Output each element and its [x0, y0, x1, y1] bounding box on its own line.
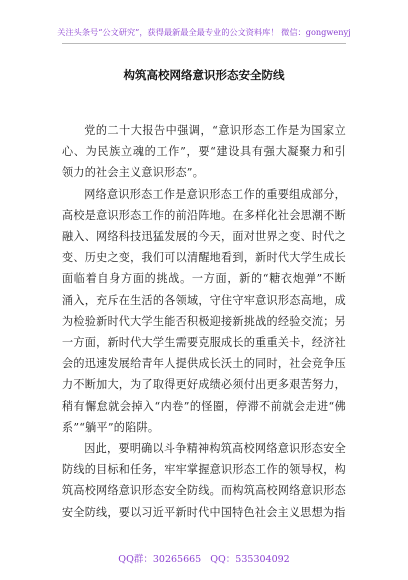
paragraph-3: 因此，要明确以斗争精神构筑高校网络意识形态安全防线的目标和任务，牢牢掌握意识形态工作的领导权，构筑高校网络意识形态安全防线。而构筑高校网络意识形态安全防线，要以习近平新时代中国特色社会主义思想为指	[62, 442, 346, 519]
paragraph-2: 网络意识形态工作是意识形态工作的重要组成部分，高校是意识形态工作的前沿阵地。在多样化社会思潮不断融入、网络科技迅猛发展的今天，面对世界之变、时代之变、历史之变，我们可以清醒地看到，新时代大学生成长面临着自身方面的挑战。一方面，新的“糖衣炮弹”不断涌入，充斥在生活的各领域，守住守牢意识形态高地，成为检验新时代大学生能否积极迎接新挑战的经验交流；另一方面，新时代大学生需要克服成长的重重关卡，经济社会的迅速发展给青年人提供成长沃土的同时，社会竞争压力不断加大，为了取得更好成绩必须付出更多艰苦努力，稍有懈怠就会掉入“内卷”的怪圈，停滞不前就会走进“佛系”“躺平”的陷阱。	[62, 187, 346, 434]
document-body	[62, 120, 346, 523]
paragraph-1: 党的二十大报告中强调，“意识形态工作是为国家立心、为民族立魂的工作”，要“建设具有强大凝聚力和引领力的社会主义意识形态”。	[62, 124, 346, 180]
footer-contact: QQ群：30265665 QQ：535304092	[118, 554, 290, 565]
header-banner: 关注头条号“公文研究”，获得最新最全最专业的公文资料库！ 微信：gongwenyj	[57, 27, 351, 37]
header-divider	[62, 43, 346, 44]
document-title: 构筑高校网络意识形态安全防线	[123, 68, 285, 82]
